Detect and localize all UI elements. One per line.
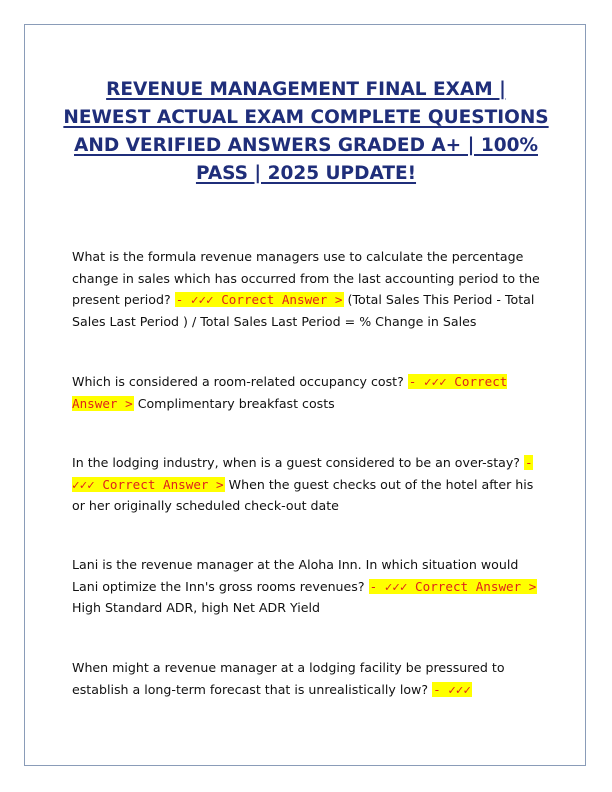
document-title: REVENUE MANAGEMENT FINAL EXAM | NEWEST ACTUAL EXAM COMPLETE QUESTIONS AND VERIFIED ANSWERS GRADED A+ | 100% PASS | 2025 UPDATE!	[63, 79, 549, 184]
question-text: Which is considered a room-related occupancy cost?	[72, 374, 404, 389]
qa-item	[72, 554, 544, 619]
question-text: What is the formula revenue managers use to calculate the percentage change in sales which has occurred from the last accounting period to the present period?	[72, 249, 540, 307]
correct-answer-marker: - ✓✓✓ Correct Answer >	[72, 455, 533, 492]
qa-item	[72, 246, 544, 332]
answer-text: High Standard ADR, high Net ADR Yield	[72, 600, 320, 615]
question-text: In the lodging industry, when is a guest considered to be an over-stay?	[72, 455, 520, 470]
qa-item	[72, 657, 544, 700]
answer-text: When the guest checks out of the hotel after his or her originally scheduled check-out date	[72, 476, 534, 513]
qa-item	[72, 452, 544, 517]
question-text: Lani is the revenue manager at the Aloha Inn. In which situation would Lani optimize the Inn's gross rooms revenues?	[72, 557, 519, 594]
correct-answer-marker: - ✓✓✓ Correct Answer >	[72, 374, 508, 411]
correct-answer-marker: - ✓✓✓ Correct Answer >	[369, 578, 537, 594]
answer-text: Complimentary breakfast costs	[137, 395, 335, 411]
correct-answer-marker: - ✓✓✓ Correct Answer >	[175, 292, 343, 307]
correct-answer-marker: - ✓✓✓	[433, 681, 471, 697]
answer-text: (Total Sales This Period - Total Sales Last Period ) / Total Sales Last Period = % Change in Sales	[72, 292, 535, 329]
question-text: When might a revenue manager at a lodging facility be pressured to establish a long-term forecast that is unrealistically low?	[72, 660, 505, 697]
qa-item	[72, 371, 544, 414]
